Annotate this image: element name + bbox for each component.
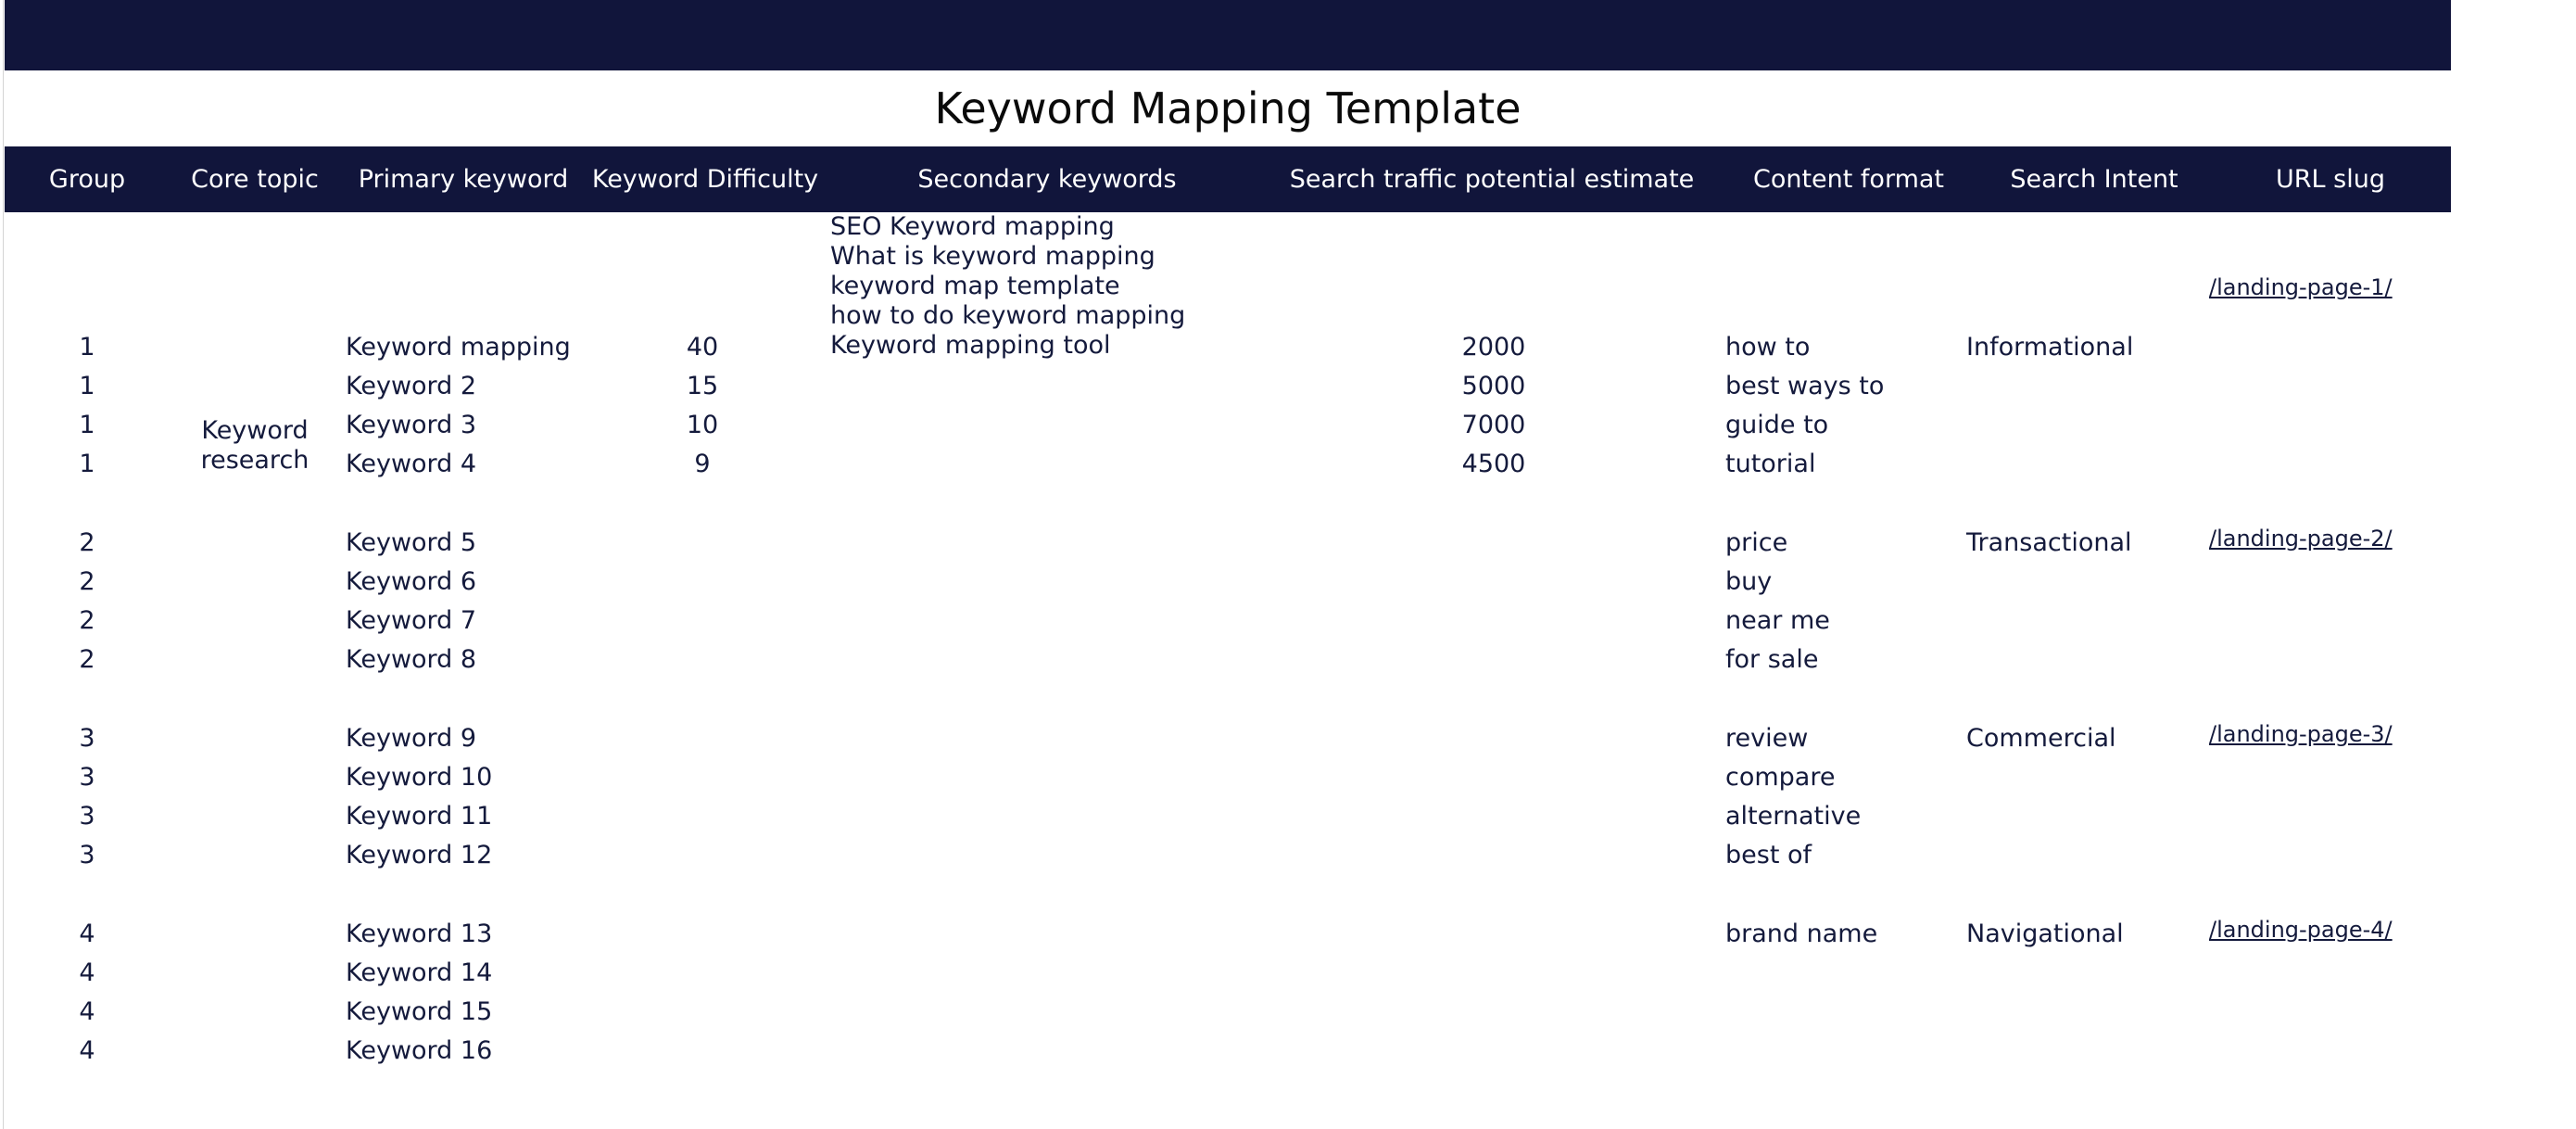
group-cell[interactable]: 3	[79, 763, 95, 792]
content-format-cell[interactable]: best of	[1725, 841, 1812, 869]
content-format-cell[interactable]: guide to	[1725, 411, 1829, 439]
group-cell[interactable]: 2	[79, 606, 95, 635]
primary-keyword-cell[interactable]: Keyword 3	[346, 411, 477, 439]
secondary-keyword: SEO Keyword mapping	[830, 212, 1115, 241]
keyword-difficulty-cell[interactable]: 10	[686, 411, 719, 439]
group-cell[interactable]: 4	[79, 1036, 95, 1065]
top-banner	[5, 0, 2451, 70]
primary-keyword-cell[interactable]: Keyword 11	[346, 802, 493, 831]
group-cell[interactable]: 4	[79, 958, 95, 987]
url-slug-link[interactable]: /landing-page-2/	[2209, 526, 2393, 552]
primary-keyword-cell[interactable]: Keyword 6	[346, 567, 477, 596]
group-cell[interactable]: 2	[79, 528, 95, 557]
header-url-slug[interactable]: URL slug	[2276, 165, 2385, 194]
header-keyword-difficulty[interactable]: Keyword Difficulty	[591, 165, 819, 194]
traffic-estimate-cell[interactable]: 2000	[1461, 333, 1526, 362]
group-cell[interactable]: 1	[79, 450, 95, 478]
group-cell[interactable]: 1	[79, 411, 95, 439]
primary-keyword-cell[interactable]: Keyword mapping	[346, 333, 571, 362]
primary-keyword-cell[interactable]: Keyword 10	[346, 763, 493, 792]
core-topic-line: research	[200, 446, 309, 475]
content-format-cell[interactable]: review	[1725, 724, 1809, 753]
core-topic-cell[interactable]	[183, 416, 326, 476]
primary-keyword-cell[interactable]: Keyword 13	[346, 920, 493, 948]
group-cell[interactable]: 4	[79, 920, 95, 948]
primary-keyword-cell[interactable]: Keyword 2	[346, 372, 477, 400]
group-cell[interactable]: 3	[79, 724, 95, 753]
secondary-keyword: Keyword mapping tool	[830, 331, 1111, 360]
keyword-difficulty-cell[interactable]: 40	[686, 333, 719, 362]
primary-keyword-cell[interactable]: Keyword 15	[346, 997, 493, 1026]
primary-keyword-cell[interactable]: Keyword 9	[346, 724, 477, 753]
search-intent-cell[interactable]: Commercial	[1966, 724, 2116, 753]
header-content-format[interactable]: Content format	[1752, 165, 1945, 194]
primary-keyword-cell[interactable]: Keyword 7	[346, 606, 477, 635]
content-format-cell[interactable]: price	[1725, 528, 1788, 557]
header-secondary-keywords[interactable]: Secondary keywords	[917, 165, 1177, 194]
content-format-cell[interactable]: for sale	[1725, 645, 1819, 674]
secondary-keyword: how to do keyword mapping	[830, 301, 1186, 330]
secondary-keywords-cell[interactable]	[830, 212, 1185, 361]
header-traffic-potential[interactable]: Search traffic potential estimate	[1289, 165, 1695, 194]
traffic-estimate-cell[interactable]: 4500	[1461, 450, 1526, 478]
primary-keyword-cell[interactable]: Keyword 16	[346, 1036, 493, 1065]
secondary-keyword: keyword map template	[830, 272, 1120, 300]
content-format-cell[interactable]: alternative	[1725, 802, 1862, 831]
traffic-estimate-cell[interactable]: 7000	[1461, 411, 1526, 439]
traffic-estimate-cell[interactable]: 5000	[1461, 372, 1526, 400]
search-intent-cell[interactable]: Navigational	[1966, 920, 2124, 948]
group-cell[interactable]: 1	[79, 372, 95, 400]
primary-keyword-cell[interactable]: Keyword 4	[346, 450, 477, 478]
group-cell[interactable]: 1	[79, 333, 95, 362]
content-format-cell[interactable]: buy	[1725, 567, 1773, 596]
group-cell[interactable]: 2	[79, 645, 95, 674]
primary-keyword-cell[interactable]: Keyword 14	[346, 958, 493, 987]
keyword-difficulty-cell[interactable]: 15	[686, 372, 719, 400]
content-format-cell[interactable]: compare	[1725, 763, 1836, 792]
content-format-cell[interactable]: how to	[1725, 333, 1811, 362]
primary-keyword-cell[interactable]: Keyword 5	[346, 528, 477, 557]
keyword-difficulty-cell[interactable]: 9	[694, 450, 711, 478]
sheet-left-border	[3, 0, 4, 1129]
content-format-cell[interactable]: brand name	[1725, 920, 1878, 948]
content-format-cell[interactable]: near me	[1725, 606, 1830, 635]
header-group[interactable]: Group	[48, 165, 126, 194]
search-intent-cell[interactable]: Transactional	[1966, 528, 2132, 557]
header-search-intent[interactable]: Search Intent	[2010, 165, 2178, 194]
secondary-keyword: What is keyword mapping	[830, 242, 1155, 271]
header-primary-keyword[interactable]: Primary keyword	[358, 165, 569, 194]
core-topic-line: Keyword	[201, 416, 309, 445]
url-slug-link[interactable]: /landing-page-3/	[2209, 721, 2393, 747]
primary-keyword-cell[interactable]: Keyword 8	[346, 645, 477, 674]
group-cell[interactable]: 3	[79, 841, 95, 869]
group-cell[interactable]: 3	[79, 802, 95, 831]
url-slug-link[interactable]: /landing-page-1/	[2209, 274, 2393, 300]
page-title: Keyword Mapping Template	[934, 83, 1522, 133]
content-format-cell[interactable]: best ways to	[1725, 372, 1885, 400]
header-core-topic[interactable]: Core topic	[191, 165, 319, 194]
search-intent-cell[interactable]: Informational	[1966, 333, 2134, 362]
group-cell[interactable]: 2	[79, 567, 95, 596]
url-slug-link[interactable]: /landing-page-4/	[2209, 917, 2393, 943]
group-cell[interactable]: 4	[79, 997, 95, 1026]
content-format-cell[interactable]: tutorial	[1725, 450, 1816, 478]
primary-keyword-cell[interactable]: Keyword 12	[346, 841, 493, 869]
